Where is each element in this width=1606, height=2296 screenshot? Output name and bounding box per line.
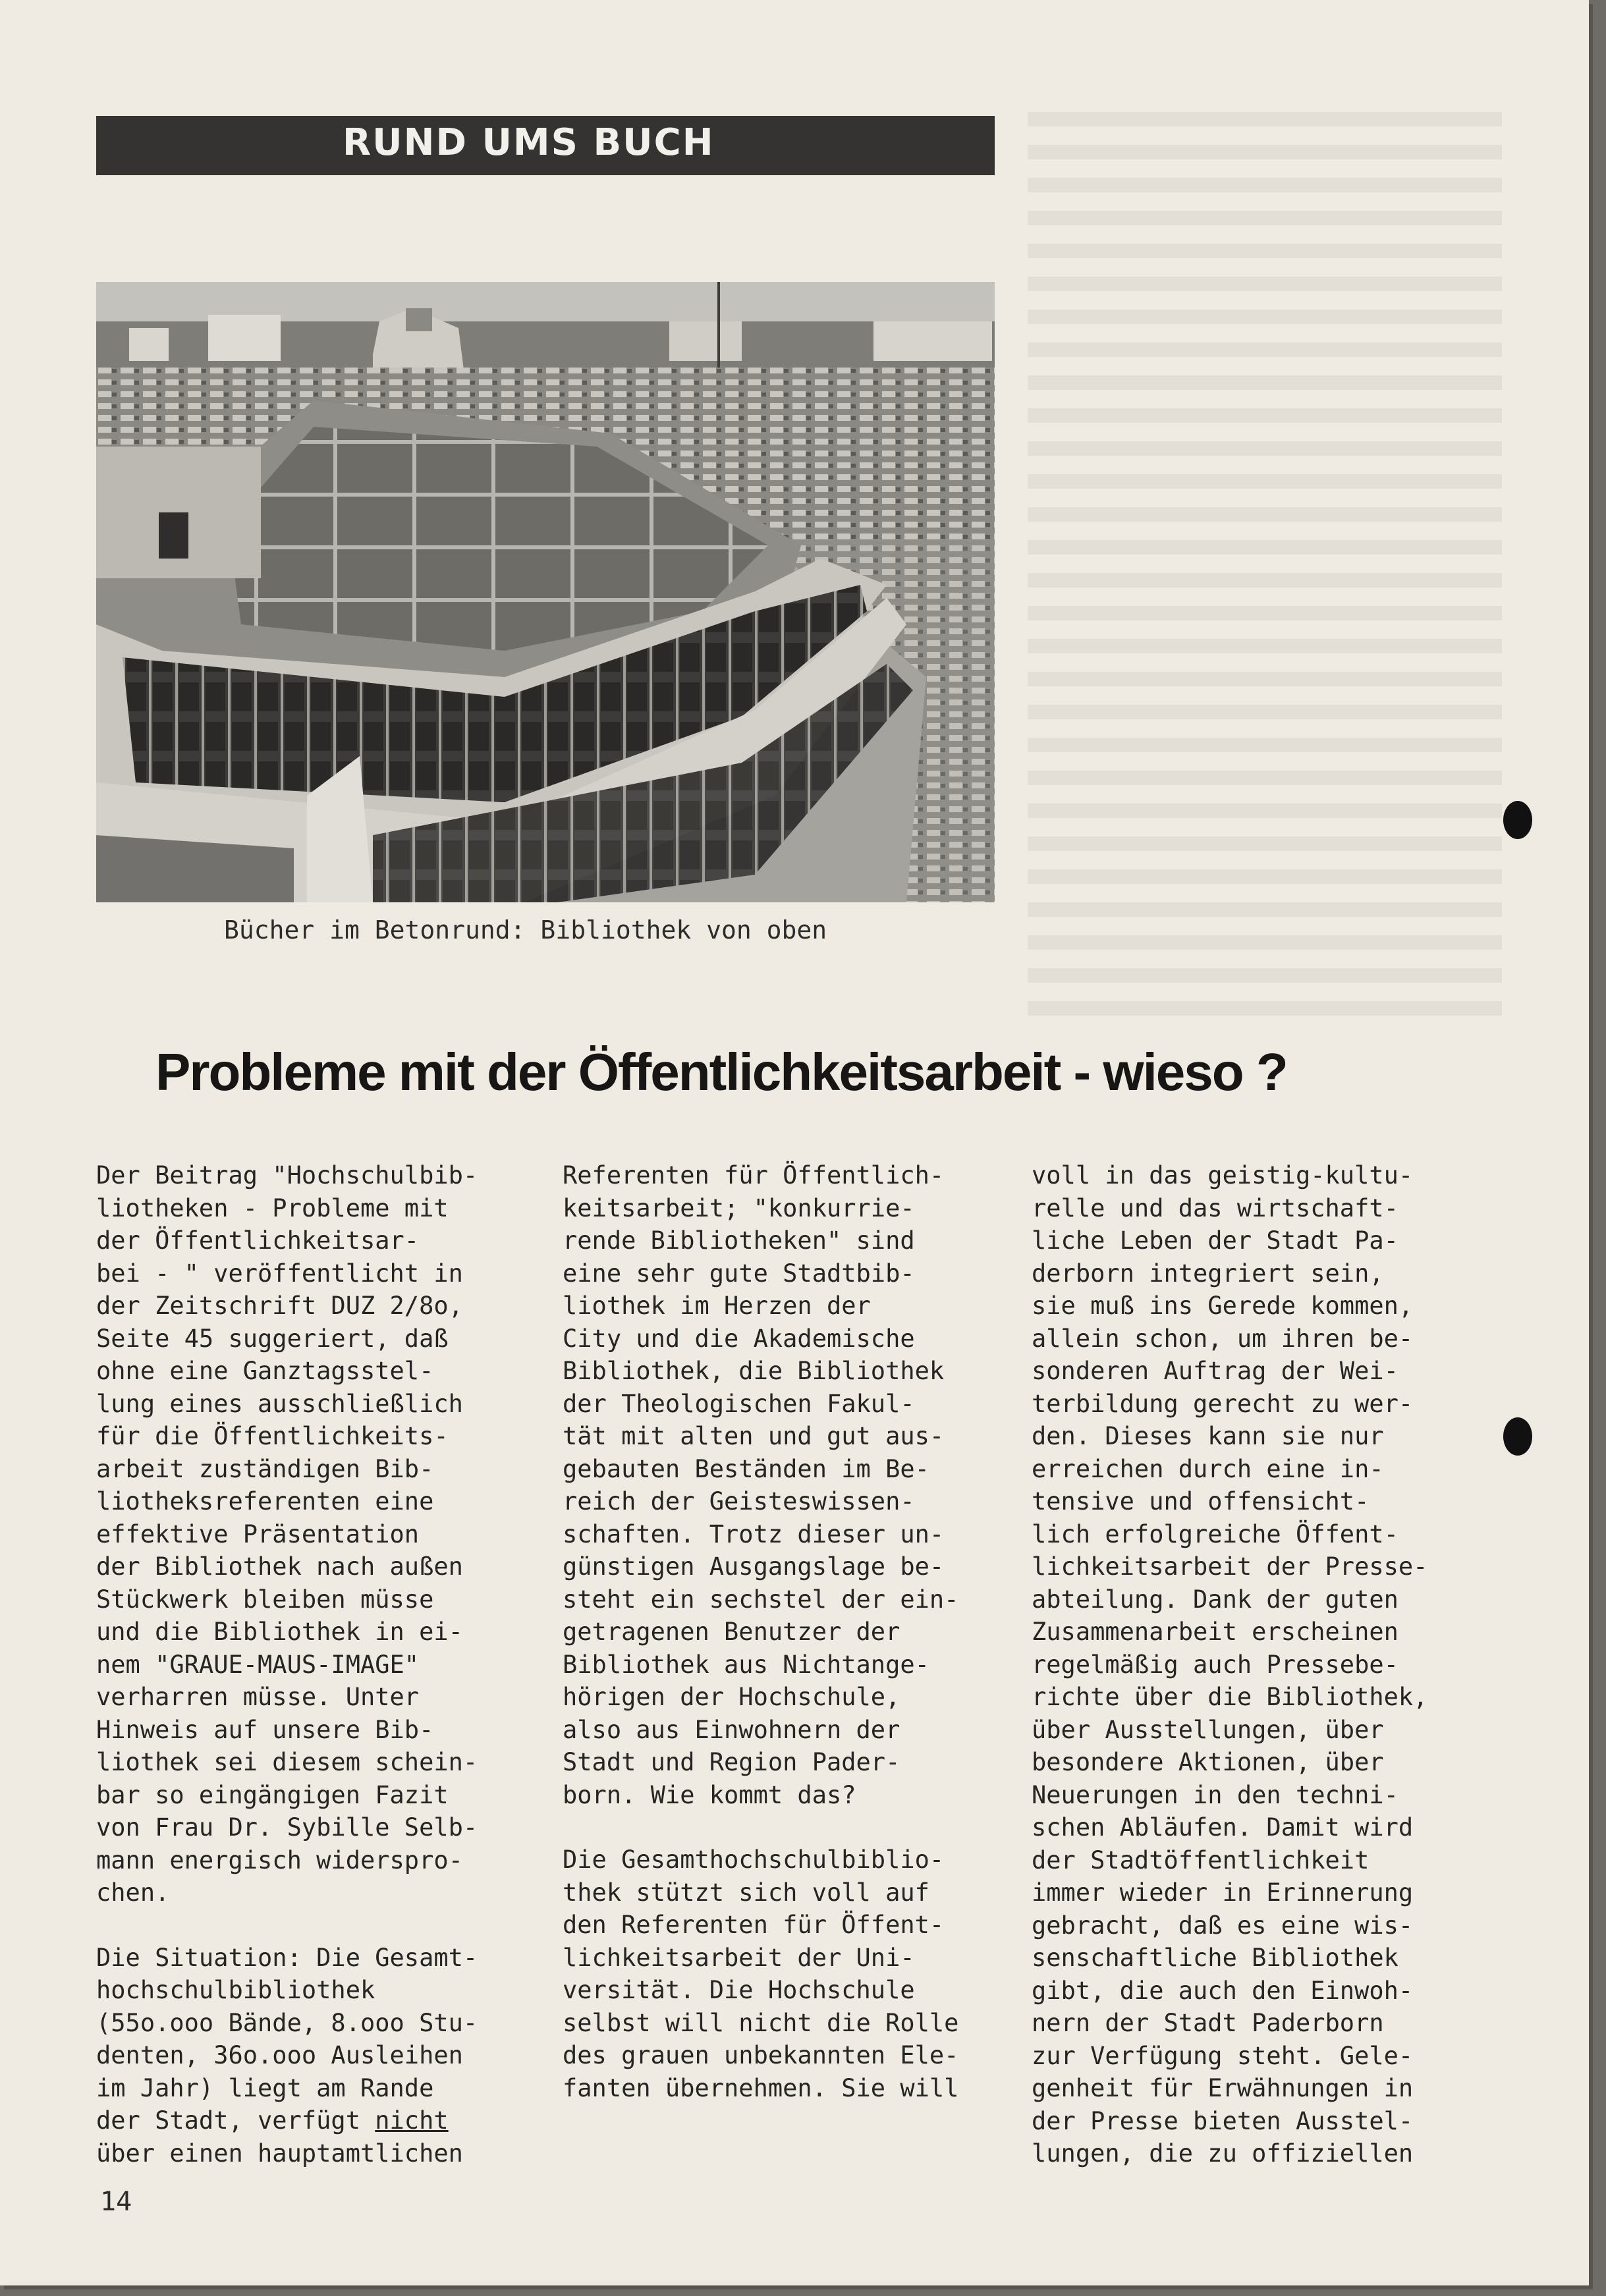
library-aerial-photo bbox=[96, 282, 995, 902]
text-line: des grauen unbekannten Ele- bbox=[563, 2041, 959, 2069]
text-line: hörigen der Hochschule, bbox=[563, 1683, 900, 1711]
text-line: born. Wie kommt das? bbox=[563, 1780, 856, 1809]
text-line: also aus Einwohnern der bbox=[563, 1715, 900, 1744]
page-number: 14 bbox=[100, 2187, 132, 2217]
text-line: lichkeitsarbeit der Presse- bbox=[1032, 1552, 1428, 1581]
text-line: tensive und offensicht- bbox=[1032, 1487, 1370, 1516]
text-line: nern der Stadt Paderborn bbox=[1032, 2009, 1384, 2037]
text-line: liotheken - Probleme mit bbox=[96, 1193, 449, 1222]
text-line: eine sehr gute Stadtbib- bbox=[563, 1259, 915, 1288]
text-line: Zusammenarbeit erscheinen bbox=[1032, 1618, 1398, 1646]
text-line: sonderen Auftrag der Wei- bbox=[1032, 1357, 1398, 1385]
text-line: zur Verfügung steht. Gele- bbox=[1032, 2041, 1414, 2070]
text-line: Die Situation: Die Gesamt- bbox=[96, 1943, 478, 1972]
article-headline: Probleme mit der Öffentlichkeitsarbeit - wieso ? bbox=[155, 1043, 1287, 1101]
text-line-with-underline bbox=[96, 2104, 570, 2137]
photo-caption: Bücher im Betonrund: Bibliothek von oben bbox=[224, 916, 827, 944]
text-line: ohne eine Ganztagsstel- bbox=[96, 1357, 434, 1385]
text-line: getragenen Benutzer der bbox=[563, 1618, 900, 1646]
text-line: selbst will nicht die Rolle bbox=[563, 2008, 959, 2037]
text-line: gebracht, daß es eine wis- bbox=[1032, 1911, 1414, 1940]
text-line: gebauten Beständen im Be- bbox=[563, 1454, 929, 1483]
text-line: der Zeitschrift DUZ 2/8o, bbox=[96, 1292, 463, 1320]
text-line: der Stadtöffentlichkeit bbox=[1032, 1845, 1370, 1874]
text-line: rende Bibliotheken" sind bbox=[563, 1226, 915, 1255]
text-line: liche Leben der Stadt Pa- bbox=[1032, 1226, 1398, 1255]
text-line: den. Dieses kann sie nur bbox=[1032, 1422, 1384, 1450]
text-line: liotheksreferenten eine bbox=[96, 1487, 434, 1516]
text-line: senschaftliche Bibliothek bbox=[1032, 1944, 1398, 1972]
text-line: schen Abläufen. Damit wird bbox=[1032, 1813, 1414, 1842]
text-line: versität. Die Hochschule bbox=[563, 1976, 915, 2004]
section-label: RUND UMS BUCH bbox=[343, 121, 715, 164]
text-line: fanten übernehmen. Sie will bbox=[563, 2073, 959, 2102]
text-line: reich der Geisteswissen- bbox=[563, 1487, 915, 1516]
text-line: regelmäßig auch Pressebe- bbox=[1032, 1650, 1398, 1679]
underlined-word: nicht bbox=[375, 2106, 449, 2135]
paragraph-gap bbox=[563, 1811, 1037, 1844]
text-line: besondere Aktionen, über bbox=[1032, 1748, 1384, 1776]
text-line: City und die Akademische bbox=[563, 1324, 915, 1353]
text-line: den Referenten für Öffent- bbox=[563, 1911, 945, 1939]
punch-hole bbox=[1503, 801, 1532, 839]
text-line: terbildung gerecht zu wer- bbox=[1032, 1389, 1414, 1418]
text-line: genheit für Erwähnungen in bbox=[1032, 2074, 1414, 2102]
text-line: Stückwerk bleiben müsse bbox=[96, 1585, 434, 1614]
text-line: Die Gesamthochschulbiblio- bbox=[563, 1845, 945, 1874]
text-line: allein schon, um ihren be- bbox=[1032, 1324, 1414, 1353]
text-line: Stadt und Region Pader- bbox=[563, 1748, 900, 1776]
section-header-bar bbox=[96, 116, 995, 175]
text-line: relle und das wirtschaft- bbox=[1032, 1193, 1398, 1222]
text-line: liothek sei diesem schein- bbox=[96, 1748, 478, 1776]
text-fragment: der Stadt, verfügt bbox=[96, 2106, 375, 2135]
article-column-1 bbox=[96, 1159, 570, 2170]
text-line: verharren müsse. Unter bbox=[96, 1683, 420, 1711]
article-column-2 bbox=[563, 1159, 1037, 2104]
text-line: keitsarbeit; "konkurrie- bbox=[563, 1193, 915, 1222]
text-line: bei - " veröffentlicht in bbox=[96, 1259, 463, 1288]
text-line: (55o.ooo Bände, 8.ooo Stu- bbox=[96, 2008, 478, 2037]
text-line: arbeit zuständigen Bib- bbox=[96, 1454, 434, 1483]
paragraph-gap bbox=[96, 1909, 570, 1942]
text-line: der Öffentlichkeitsar- bbox=[96, 1226, 420, 1255]
library-building-illustration bbox=[96, 282, 995, 902]
text-line: lung eines ausschließlich bbox=[96, 1389, 463, 1418]
text-line: der Theologischen Fakul- bbox=[563, 1389, 915, 1418]
text-line: lich erfolgreiche Öffent- bbox=[1032, 1519, 1398, 1548]
punch-hole bbox=[1503, 1417, 1532, 1456]
text-line: immer wieder in Erinnerung bbox=[1032, 1878, 1414, 1907]
text-line: richte über die Bibliothek, bbox=[1032, 1683, 1428, 1711]
text-line: der Presse bieten Ausstel- bbox=[1032, 2106, 1414, 2135]
text-line: günstigen Ausgangslage be- bbox=[563, 1552, 945, 1581]
text-line: mann energisch widerspro- bbox=[96, 1845, 463, 1874]
text-line: für die Öffentlichkeits- bbox=[96, 1422, 449, 1450]
text-line: über einen hauptamtlichen bbox=[96, 2139, 463, 2168]
text-line: über Ausstellungen, über bbox=[1032, 1715, 1384, 1744]
text-line: erreichen durch eine in- bbox=[1032, 1454, 1384, 1483]
text-line: schaften. Trotz dieser un- bbox=[563, 1519, 945, 1548]
text-line: derborn integriert sein, bbox=[1032, 1259, 1384, 1288]
text-line: Bibliothek aus Nichtange- bbox=[563, 1650, 929, 1679]
text-line: im Jahr) liegt am Rande bbox=[96, 2073, 434, 2102]
text-line: voll in das geistig-kultu- bbox=[1032, 1161, 1414, 1189]
text-line: Bibliothek, die Bibliothek bbox=[563, 1357, 945, 1385]
text-line: der Bibliothek nach außen bbox=[96, 1552, 463, 1581]
text-line: Hinweis auf unsere Bib- bbox=[96, 1715, 434, 1744]
text-line: chen. bbox=[96, 1878, 170, 1907]
text-line: sie muß ins Gerede kommen, bbox=[1032, 1292, 1414, 1320]
text-line: Seite 45 suggeriert, daß bbox=[96, 1324, 449, 1353]
text-line: Neuerungen in den techni- bbox=[1032, 1780, 1398, 1809]
text-line: Referenten für Öffentlich- bbox=[563, 1161, 945, 1189]
text-line: lichkeitsarbeit der Uni- bbox=[563, 1943, 915, 1972]
text-line: tät mit alten und gut aus- bbox=[563, 1422, 945, 1450]
text-line: hochschulbibliothek bbox=[96, 1976, 375, 2004]
text-line: thek stützt sich voll auf bbox=[563, 1878, 929, 1907]
text-line: bar so eingängigen Fazit bbox=[96, 1780, 449, 1809]
text-line: steht ein sechstel der ein- bbox=[563, 1585, 959, 1614]
text-line: effektive Präsentation bbox=[96, 1519, 420, 1548]
article-column-3 bbox=[1032, 1159, 1506, 2170]
text-line: von Frau Dr. Sybille Selb- bbox=[96, 1813, 478, 1842]
text-line: und die Bibliothek in ei- bbox=[96, 1618, 463, 1646]
text-line: Der Beitrag "Hochschulbib- bbox=[96, 1161, 478, 1189]
text-line: liothek im Herzen der bbox=[563, 1292, 871, 1320]
show-through-text bbox=[1028, 112, 1502, 1034]
text-line: lungen, die zu offiziellen bbox=[1032, 2139, 1414, 2168]
text-line: denten, 36o.ooo Ausleihen bbox=[96, 2041, 463, 2069]
text-line: abteilung. Dank der guten bbox=[1032, 1585, 1398, 1614]
text-line: gibt, die auch den Einwoh- bbox=[1032, 1976, 1414, 2005]
text-line: nem "GRAUE-MAUS-IMAGE" bbox=[96, 1650, 420, 1679]
